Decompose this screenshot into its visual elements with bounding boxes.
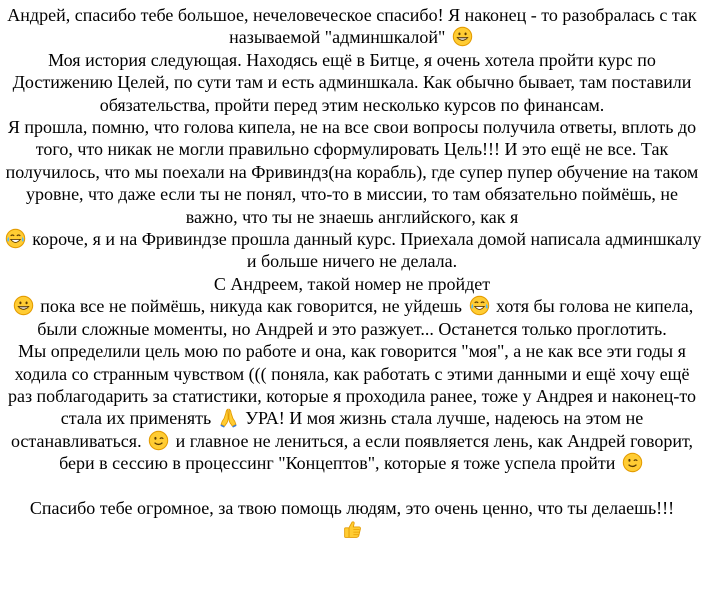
paragraph-3-text-a: Я прошла, помню, что голова кипела, не на все свои вопросы получила ответы, вплоть до того, что никак не могли правильно сформулировать Цель!!! И это ещё не все. Так получилось, что мы поехали на Фривиндз(на корабль), где супер пупер обучение на таком уровне, что даже если ты не понял, что-то в миссии, то там обязательно поймёшь, не важно, что ты не знаешь английского, как я [5,117,699,227]
paragraph-2: Моя история следующая. Находясь ещё в Битце, я очень хотела пройти курс по Достижению Целей, по сути там и есть админшкала. Как обычно бывает, там поставили обязательства, пройти перед этим несколько курсов по финансам. [12,49,692,115]
paragraph-6-text-b: УРА! И моя жизнь стала лучше, надеюсь на этом не останавливаться. [10,408,644,451]
paragraph-3 [2,116,702,273]
paragraph-1 [2,4,702,49]
paragraph-6-text-a: Мы определили цель мою по работе и она, как говорится "моя", а не как все эти годы я ходила со странным чувством ((( поняла, как работать с этими данными и ещё хочу ещё раз поблагодарить за статистики, которые я проходила ранее, тоже у Андрея и наконец-то стала их применять [7,341,697,429]
paragraph-5-text-a: пока все не поймёшь, никуда как говорится, не уйдешь [40,296,462,317]
paragraph-5 [2,295,702,340]
tears-of-joy-icon [5,228,26,249]
blank-line [2,475,702,497]
paragraph-7 [2,497,702,542]
paragraph-4: С Андреем, такой номер не пройдет [213,273,491,294]
paragraph-5-text-b: хотя бы голова не кипела, были сложные моменты, но Андрей и это разжует... Останется только проглотить. [37,296,694,339]
paragraph-3-text-b: короче, я и на Фривиндзе прошла данный курс. Приехала домой написала админшкалу и больше ничего не делала. [32,229,702,272]
paragraph-6 [2,340,702,474]
tears-of-joy-icon [469,295,490,316]
winking-face-icon [148,430,169,451]
winking-face-icon [622,452,643,473]
paragraph-7-text: Спасибо тебе огромное, за твою помощь людям, это очень ценно, что ты делаешь!!! [29,497,675,518]
folded-hands-icon [218,407,239,428]
thumbs-up-icon [342,519,363,540]
grinning-face-icon [452,26,473,47]
paragraph-1-text: Андрей, спасибо тебе большое, нечеловеческое спасибо! Я наконец - то разобралась с так называемой "админшкалой" [7,5,697,48]
grinning-face-icon [13,295,34,316]
paragraph-6-text-c: и главное не лениться, а если появляется лень, как Андрей говорит, бери в сессию в процессинг "Концептов", которые я тоже успела пройти [59,430,694,474]
